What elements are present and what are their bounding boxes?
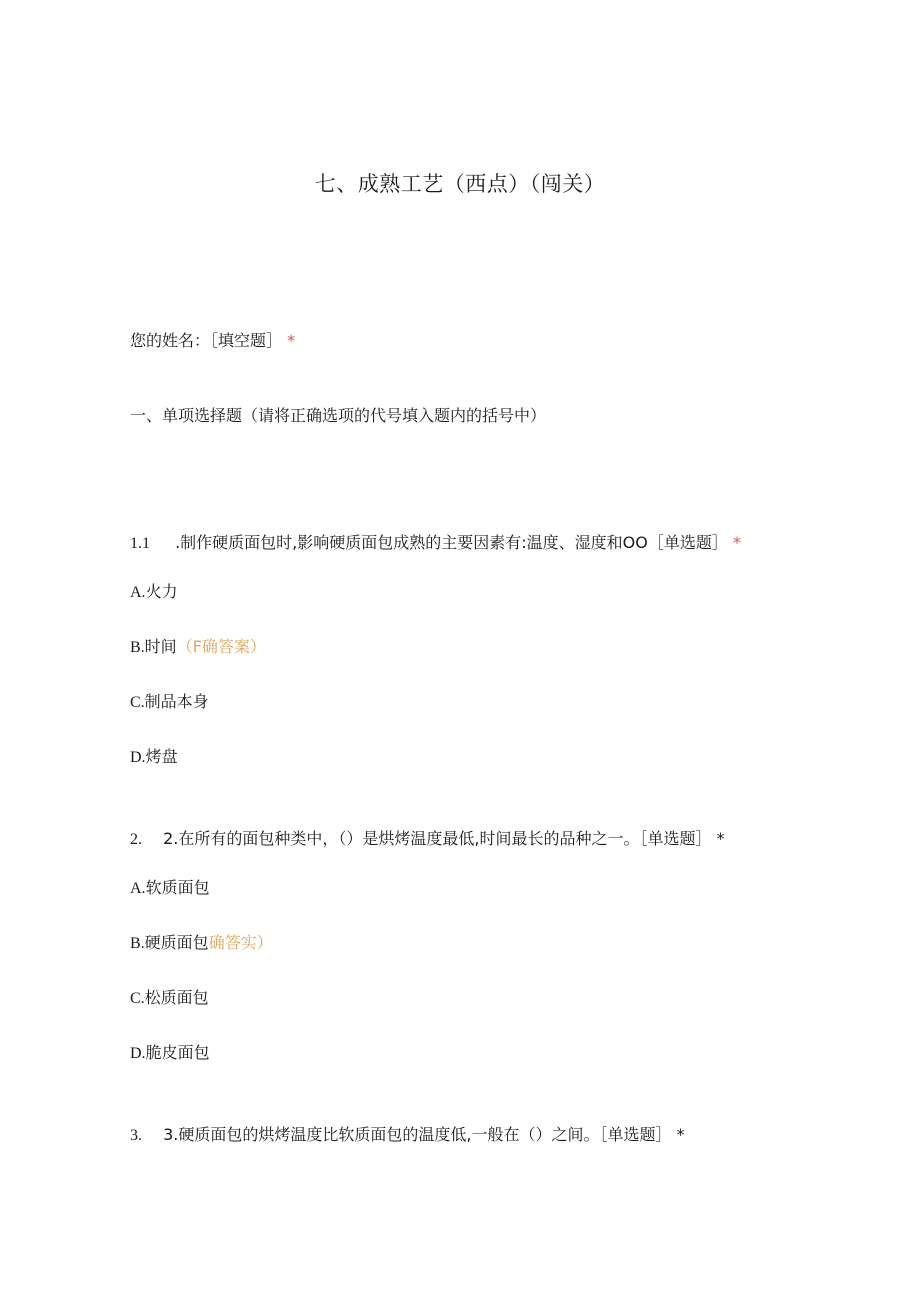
answer-note: 确答实） (208, 933, 273, 952)
option-1d[interactable] (130, 746, 178, 769)
question-number: 1.1 (130, 535, 150, 552)
option-text: 硬质面包 (144, 933, 209, 952)
option-text: 脆皮面包 (145, 1043, 210, 1062)
option-1a[interactable] (130, 581, 178, 604)
option-2c[interactable] (130, 987, 209, 1010)
question-number: 2. (130, 831, 142, 848)
required-mark: * (676, 1125, 685, 1144)
option-text: 松质面包 (144, 988, 209, 1007)
name-field-label: 您的姓名：［填空题］ (130, 331, 283, 350)
option-text: 软质面包 (145, 878, 210, 897)
question-number: 3. (130, 1127, 142, 1144)
option-letter: D. (130, 749, 146, 766)
option-text: 烤盘 (145, 747, 178, 766)
option-letter: D. (130, 1045, 146, 1062)
required-mark: * (732, 533, 741, 552)
option-2b[interactable] (130, 932, 273, 955)
option-letter: C. (130, 990, 145, 1007)
option-1b[interactable] (130, 636, 266, 659)
required-mark: * (287, 331, 296, 350)
question-3 (130, 1124, 685, 1147)
option-text: 火力 (145, 582, 178, 601)
option-letter: C. (130, 694, 145, 711)
option-2a[interactable] (130, 877, 210, 900)
page-title: 七、成熟工艺（西点）（闯关） (314, 172, 606, 196)
option-text: 时间 (144, 637, 177, 656)
question-text: 2.在所有的面包种类中，（）是烘烤温度最低,时间最长的品种之一。［单选题］ (163, 829, 712, 848)
question-2 (130, 828, 725, 851)
option-2d[interactable] (130, 1042, 210, 1065)
option-letter: A. (130, 880, 146, 897)
option-letter: B. (130, 639, 145, 656)
required-mark: * (716, 829, 725, 848)
question-1 (130, 532, 741, 555)
section-heading: 一、单项选择题（请将正确选项的代号填入题内的括号中） (130, 406, 547, 425)
answer-note: （F确答案） (176, 637, 266, 656)
question-text: 3.硬质面包的烘烤温度比软质面包的温度低,一般在（）之间。［单选题］ (163, 1125, 672, 1144)
name-field[interactable] (130, 330, 295, 352)
option-letter: B. (130, 935, 145, 952)
option-text: 制品本身 (144, 692, 209, 711)
option-letter: A. (130, 584, 146, 601)
question-text: .制作硬质面包时,影响硬质面包成熟的主要因素有:温度、湿度和OO［单选题］ (175, 533, 728, 552)
option-1c[interactable] (130, 691, 209, 714)
